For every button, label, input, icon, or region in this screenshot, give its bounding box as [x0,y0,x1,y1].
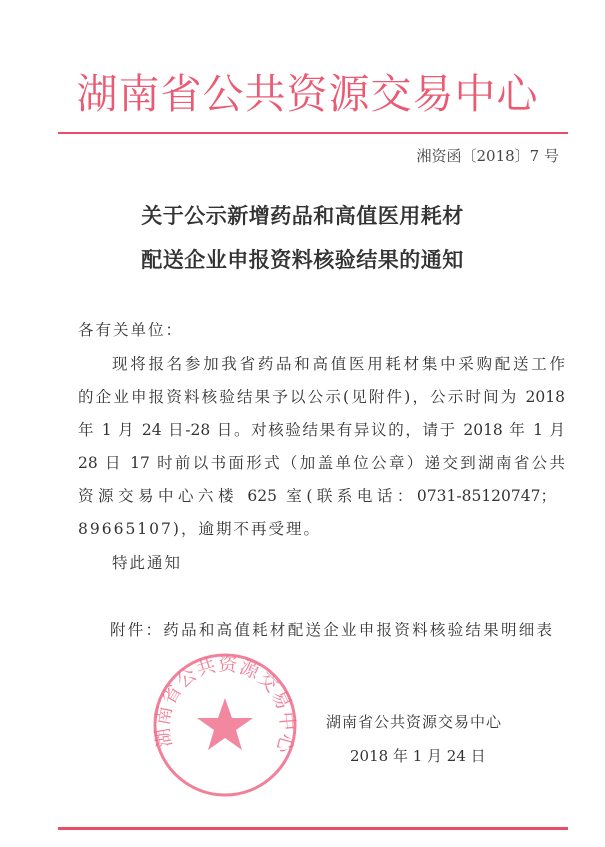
attachment-note: 附件：药品和高值耗材配送企业申报资料核验结果明细表 [110,621,552,639]
star-icon [197,698,253,750]
seal-text: 湖南省公共资源交易中心 [151,653,299,757]
letterhead-title: 湖南省公共资源交易中心 [76,70,539,118]
body-line: 的企业申报资料核验结果予以公示(见附件)，公示时间为 2018 [78,388,565,406]
body-line: 年 1 月 24 日-28 日。对核验结果有异议的，请于 2018 年 1 月 [78,421,565,439]
body-line: 资源交易中心六楼 625 室(联系电话：0731-85120747； [78,487,556,505]
body-line: 28 日 17 时前以书面形式（加盖单位公章）递交到湖南省公共 [78,454,565,472]
salutation: 各有关单位： [78,321,184,339]
footer-divider [58,827,568,830]
document-number: 湘资函〔2018〕7 号 [416,147,559,165]
signature-date: 2018 年 1 月 24 日 [350,747,486,765]
closing: 特此通知 [112,554,183,572]
notice-title-line-1: 关于公示新增药品和高值医用耗材 [141,203,464,228]
body-line: 现将报名参加我省药品和高值医用耗材集中采购配送工作 [112,355,565,373]
notice-title-line-2: 配送企业申报资料核验结果的通知 [141,247,464,272]
official-seal [150,650,300,800]
letterhead-divider [58,132,568,134]
signature-org: 湖南省公共资源交易中心 [326,713,503,731]
body-line: 89665107)，逾期不再受理。 [78,520,321,538]
